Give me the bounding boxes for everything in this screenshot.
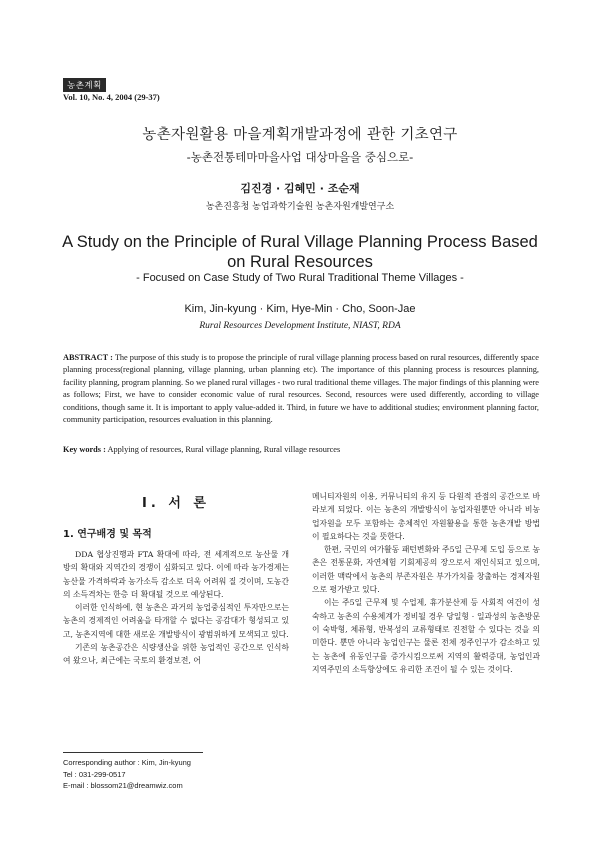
- abstract-text: The purpose of this study is to propose the principle of rural village planning process based on rural resources, differently space planning process(regional planning, village planning, urban planning etc). The importance of this planning process is resources planning, facility planning, program planning. So we planed rural villages - two rural traditional theme villages. The major findings of this planning were as follows; First, we have to consider economic value of rural resources. Second, resources were used differently, according to village conditions, though same it. It is important to apply value-added it. Third, in future we have to additional studies; environment planning factor, community participation, resources evaluation in this planning.: [63, 353, 539, 425]
- footnote-tel: Tel : 031-299-0517: [63, 769, 126, 779]
- journal-badge: 농촌계획: [63, 78, 106, 92]
- korean-authors: 김진경 · 김혜민 · 조순재: [240, 182, 360, 195]
- body-paragraph: 이러한 인식하에, 현 농촌은 과거의 농업중심적인 투자만으로는 농촌의 경제적인 어려움을 타개할 수 없다는 공감대가 형성되고 있고, 농촌지역에 대한 새로운 개발방식이 광범위하게 모색되고 있다.: [63, 603, 289, 639]
- body-paragraph: 메니티자원의 이용, 커뮤니티의 유지 등 다원적 관점의 공간으로 바라보게 되었다. 이는 농촌의 개발방식이 농업자원뿐만 아니라 비농업자원을 모두 포함하는 총체적인 자원활용을 통한 농촌개발 방법이 필요하다는 것을 뜻한다.: [312, 492, 540, 541]
- body-paragraph: 한편, 국민의 여가활동 패턴변화와 주5일 근무제 도입 등으로 농촌은 전통문화, 자연체험 기회제공의 장으로서 재인식되고 있으며, 이러한 맥락에서 농촌의 부존자원은 부가가치를 창출하는 경제자원으로 평가받고 있다.: [312, 545, 540, 595]
- english-affiliation: Rural Resources Development Institute, NIAST, RDA: [199, 321, 401, 331]
- left-column: [63, 492, 289, 668]
- footnote-email: E-mail : blossom21@dreamwiz.com: [63, 781, 183, 790]
- english-subtitle: - Focused on Case Study of Two Rural Traditional Theme Villages -: [136, 272, 464, 284]
- footnote-divider: [63, 752, 203, 753]
- english-authors: Kim, Jin-kyung · Kim, Hye-Min · Cho, Soon-Jae: [184, 303, 416, 315]
- subsection-heading: 1. 연구배경 및 목적: [63, 529, 152, 540]
- journal-info: Vol. 10, No. 4, 2004 (29-37): [63, 92, 160, 102]
- korean-affiliation: 농촌진흥청 농업과학기술원 농촌자원개발연구소: [205, 202, 395, 212]
- keywords: [63, 445, 539, 454]
- korean-subtitle: -농촌전통테마마을사업 대상마을을 중심으로-: [186, 150, 414, 164]
- abstract-label: ABSTRACT :: [63, 353, 113, 362]
- english-title: A Study on the Principle of Rural Village Planning Process Based on Rural Resources: [62, 233, 538, 271]
- footnote: [63, 757, 191, 792]
- footnote-author: Corresponding author : Kim, Jin-kyung: [63, 758, 191, 767]
- body-paragraph: DDA 협상진행과 FTA 확대에 따라, 전 세계적으로 농산물 개방의 확대와 지역간의 경쟁이 심화되고 있다. 이에 따라 농가경제는 농산물 가격하락과 농가소득 감소로 더욱 어려워 질 것이며, 도농간의 소득격차는 한층 더 확대될 것으로 예상된다.: [63, 550, 289, 599]
- keywords-text: Applying of resources, Rural village planning, Rural village resources: [107, 445, 341, 454]
- right-column: [312, 490, 540, 676]
- body-paragraph: 이는 주5일 근무제 및 수업제, 휴가분산제 등 사회적 여건이 성숙하고 농촌의 수용체계가 정비될 경우 당일형 · 일과성의 농촌방문이 숙박형, 체류형, 반복성의 교류형태로 진전할 수 있다는 것을 의미한다. 뿐만 아니라 농업인구는 물론 전체 정주인구가 감소하고 있는 농촌에 유동인구를 증가시킴으로써 지역의 활력증대, 농업인과 지역주민의 소득향상에도 유리한 조건이 될 수 있는 것이다.: [312, 598, 540, 674]
- section-heading: Ⅰ. 서 론: [142, 496, 210, 511]
- body-paragraph: 기존의 농촌공간은 식량생산을 위한 농업적인 공간으로 인식하여 왔으나, 최근에는 국토의 환경보전, 어: [63, 643, 289, 666]
- abstract: [63, 352, 539, 426]
- keywords-label: Key words :: [63, 445, 106, 454]
- korean-title: 농촌자원활용 마을계획개발과정에 관한 기초연구: [142, 127, 458, 143]
